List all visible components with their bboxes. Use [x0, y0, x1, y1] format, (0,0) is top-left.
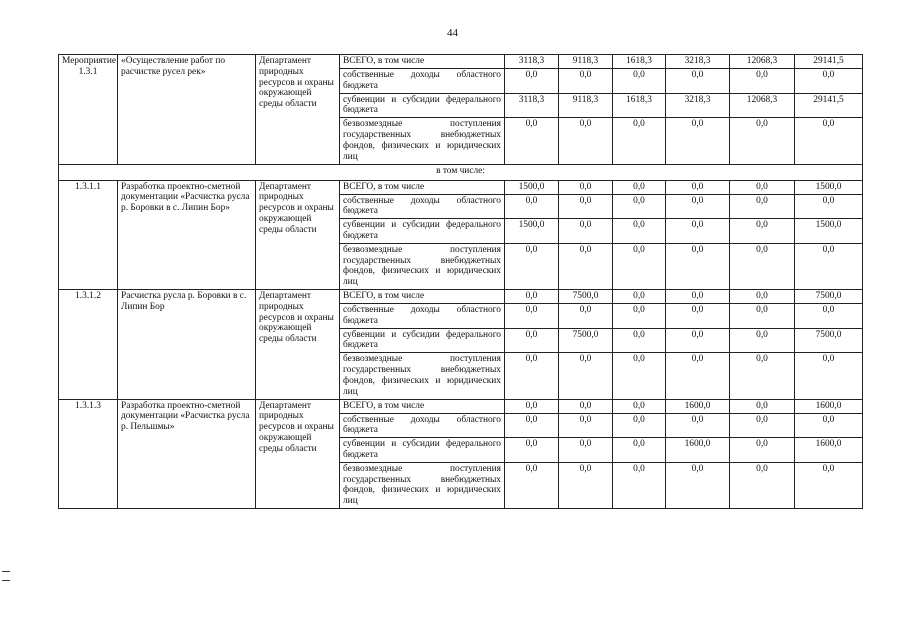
table-row [59, 55, 863, 69]
funding-value: 0,0 [795, 194, 863, 219]
funding-value: 0,0 [613, 353, 666, 399]
funding-source: субвенции и субсидии федерального бюджета [340, 93, 505, 118]
funding-value: 0,0 [795, 462, 863, 508]
measure-name: «Осуществление работ по расчистке русел рек» [118, 55, 256, 165]
measure-code: 1.3.1.1 [59, 180, 118, 290]
funding-value: 0,0 [613, 194, 666, 219]
funding-value: 0,0 [730, 328, 795, 353]
funding-value: 0,0 [559, 438, 613, 463]
funding-value: 0,0 [795, 69, 863, 94]
funding-value: 0,0 [505, 413, 559, 438]
funding-value: 0,0 [666, 304, 730, 329]
measure-executor: Департамент природных ресурсов и охраны окружающей среды области [256, 399, 340, 509]
funding-value: 0,0 [730, 413, 795, 438]
funding-value: 7500,0 [795, 328, 863, 353]
funding-value: 1600,0 [795, 399, 863, 413]
funding-value: 0,0 [666, 413, 730, 438]
funding-value: 0,0 [559, 413, 613, 438]
funding-value: 12068,3 [730, 55, 795, 69]
funding-value: 0,0 [666, 69, 730, 94]
funding-source: собственные доходы областного бюджета [340, 304, 505, 329]
funding-value: 0,0 [730, 194, 795, 219]
funding-value: 0,0 [730, 399, 795, 413]
measure-name: Разработка проектно-сметной документации «Расчистка русла р. Боровки в с. Липин Бор» [118, 180, 256, 290]
funding-value: 0,0 [505, 194, 559, 219]
table-row [59, 399, 863, 413]
funding-value: 0,0 [613, 180, 666, 194]
funding-value: 0,0 [666, 290, 730, 304]
funding-value: 3218,3 [666, 93, 730, 118]
funding-source: безвозмездные поступления государственных внебюджетных фондов, физических и юридических лиц [340, 118, 505, 164]
funding-value: 0,0 [505, 69, 559, 94]
funding-value: 0,0 [730, 290, 795, 304]
funding-value: 1600,0 [666, 399, 730, 413]
funding-value: 0,0 [613, 69, 666, 94]
funding-value: 1600,0 [666, 438, 730, 463]
funding-source: субвенции и субсидии федерального бюджета [340, 328, 505, 353]
funding-value: 0,0 [613, 328, 666, 353]
funding-value: 3118,3 [505, 93, 559, 118]
funding-value: 0,0 [505, 328, 559, 353]
funding-value: 29141,5 [795, 55, 863, 69]
funding-value: 0,0 [795, 304, 863, 329]
funding-value: 3218,3 [666, 55, 730, 69]
funding-value: 0,0 [730, 118, 795, 164]
margin-mark [2, 571, 10, 572]
funding-value: 1500,0 [795, 180, 863, 194]
funding-value: 1500,0 [795, 219, 863, 244]
measure-code: 1.3.1.3 [59, 399, 118, 509]
funding-source: собственные доходы областного бюджета [340, 69, 505, 94]
funding-value: 1618,3 [613, 55, 666, 69]
funding-source: безвозмездные поступления государственных внебюджетных фондов, физических и юридических лиц [340, 243, 505, 289]
funding-value: 0,0 [613, 413, 666, 438]
funding-value: 0,0 [666, 328, 730, 353]
funding-value: 0,0 [730, 438, 795, 463]
funding-value: 0,0 [730, 353, 795, 399]
funding-value: 0,0 [559, 219, 613, 244]
funding-value: 29141,5 [795, 93, 863, 118]
funding-value: 0,0 [666, 243, 730, 289]
funding-value: 0,0 [730, 219, 795, 244]
funding-value: 0,0 [795, 353, 863, 399]
funding-value: 0,0 [613, 462, 666, 508]
funding-value: 0,0 [559, 399, 613, 413]
including-label: в том числе: [59, 164, 863, 180]
funding-source: безвозмездные поступления государственных внебюджетных фондов, физических и юридических лиц [340, 462, 505, 508]
funding-value: 9118,3 [559, 55, 613, 69]
funding-value: 0,0 [559, 118, 613, 164]
funding-value: 0,0 [505, 462, 559, 508]
funding-value: 0,0 [505, 304, 559, 329]
funding-value: 0,0 [505, 399, 559, 413]
table-row [59, 180, 863, 194]
funding-value: 0,0 [559, 194, 613, 219]
funding-value: 0,0 [666, 219, 730, 244]
funding-value: 0,0 [730, 243, 795, 289]
funding-value: 0,0 [613, 304, 666, 329]
funding-source: субвенции и субсидии федерального бюджета [340, 219, 505, 244]
funding-source: безвозмездные поступления государственных внебюджетных фондов, физических и юридических лиц [340, 353, 505, 399]
funding-value: 3118,3 [505, 55, 559, 69]
including-row [59, 164, 863, 180]
funding-value: 1618,3 [613, 93, 666, 118]
funding-value: 0,0 [559, 180, 613, 194]
funding-value: 0,0 [559, 243, 613, 289]
funding-value: 0,0 [730, 180, 795, 194]
measure-executor: Департамент природных ресурсов и охраны окружающей среды области [256, 290, 340, 400]
funding-value: 0,0 [666, 194, 730, 219]
page-number: 44 [447, 27, 458, 39]
funding-value: 0,0 [613, 290, 666, 304]
funding-value: 0,0 [505, 118, 559, 164]
funding-value: 0,0 [795, 413, 863, 438]
budget-table [58, 54, 863, 509]
funding-value: 0,0 [666, 118, 730, 164]
funding-value: 7500,0 [559, 290, 613, 304]
funding-value: 0,0 [505, 353, 559, 399]
funding-value: 0,0 [505, 438, 559, 463]
measure-code: 1.3.1.2 [59, 290, 118, 400]
funding-value: 9118,3 [559, 93, 613, 118]
funding-value: 7500,0 [795, 290, 863, 304]
funding-value: 0,0 [730, 304, 795, 329]
measure-executor: Департамент природных ресурсов и охраны окружающей среды области [256, 180, 340, 290]
funding-source: собственные доходы областного бюджета [340, 413, 505, 438]
funding-value: 0,0 [795, 118, 863, 164]
funding-source: субвенции и субсидии федерального бюджета [340, 438, 505, 463]
funding-value: 0,0 [613, 438, 666, 463]
funding-value: 12068,3 [730, 93, 795, 118]
funding-value: 0,0 [505, 290, 559, 304]
funding-value: 1500,0 [505, 219, 559, 244]
funding-value: 1600,0 [795, 438, 863, 463]
budget-table-body [59, 55, 863, 509]
funding-value: 0,0 [613, 399, 666, 413]
funding-value: 0,0 [559, 353, 613, 399]
funding-value: 0,0 [666, 462, 730, 508]
funding-value: 1500,0 [505, 180, 559, 194]
funding-value: 0,0 [666, 353, 730, 399]
funding-source: ВСЕГО, в том числе [340, 180, 505, 194]
funding-value: 0,0 [559, 462, 613, 508]
table-row [59, 290, 863, 304]
funding-source: ВСЕГО, в том числе [340, 290, 505, 304]
measure-executor: Департамент природных ресурсов и охраны окружающей среды области [256, 55, 340, 165]
funding-value: 0,0 [666, 180, 730, 194]
margin-mark [2, 580, 10, 581]
funding-value: 0,0 [559, 69, 613, 94]
funding-value: 0,0 [613, 118, 666, 164]
funding-value: 0,0 [559, 304, 613, 329]
measure-name: Расчистка русла р. Боровки в с. Липин Бор [118, 290, 256, 400]
funding-value: 0,0 [730, 462, 795, 508]
measure-name: Разработка проектно-сметной документации «Расчистка русла р. Пельшмы» [118, 399, 256, 509]
funding-source: ВСЕГО, в том числе [340, 399, 505, 413]
funding-value: 0,0 [730, 69, 795, 94]
funding-value: 0,0 [505, 243, 559, 289]
measure-code: Мероприятие 1.3.1 [59, 55, 118, 165]
funding-source: ВСЕГО, в том числе [340, 55, 505, 69]
funding-value: 7500,0 [559, 328, 613, 353]
funding-value: 0,0 [613, 219, 666, 244]
funding-value: 0,0 [613, 243, 666, 289]
funding-value: 0,0 [795, 243, 863, 289]
funding-source: собственные доходы областного бюджета [340, 194, 505, 219]
